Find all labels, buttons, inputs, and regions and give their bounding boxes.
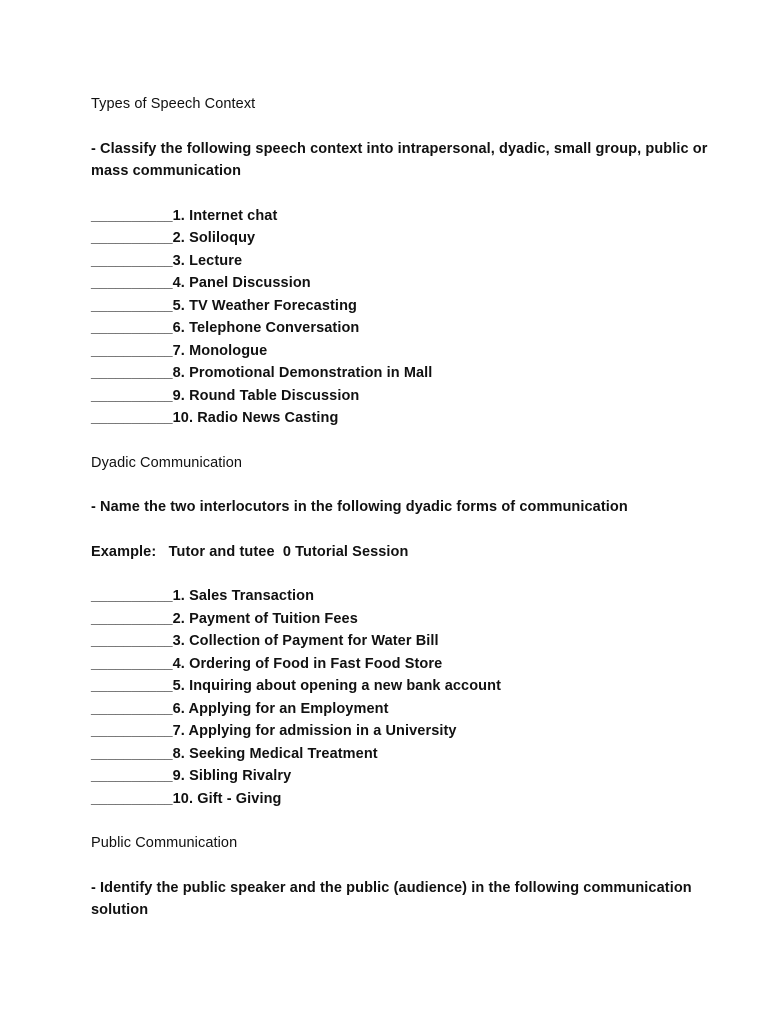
list-item: __________4. Ordering of Food in Fast Food Store <box>91 655 443 672</box>
list-item: __________6. Applying for an Employment <box>91 700 389 717</box>
list-item: __________8. Seeking Medical Treatment <box>91 745 378 762</box>
list-item: __________3. Lecture <box>91 252 243 269</box>
list-item: __________1. Sales Transaction <box>91 588 315 604</box>
example-line: Example: Tutor and tutee 0 Tutorial Session <box>91 543 409 560</box>
list-item: __________10. Radio News Casting <box>91 410 339 426</box>
list-item: __________9. Sibling Rivalry <box>91 768 292 784</box>
list-item: __________4. Panel Discussion <box>91 275 311 291</box>
list-item: __________9. Round Table Discussion <box>91 387 360 404</box>
section-title-dyadic: Dyadic Communication <box>91 454 243 471</box>
document-body <box>91 93 711 922</box>
instruction-classify: - Classify the following speech context into intrapersonal, dyadic, small group, public or mass communication <box>91 140 708 179</box>
list-item: __________10. Gift - Giving <box>91 790 282 807</box>
list-item: __________2. Payment of Tuition Fees <box>91 610 358 627</box>
list-item: __________7. Applying for admission in a University <box>91 723 457 739</box>
list-item: __________5. Inquiring about opening a new bank account <box>91 678 501 694</box>
list-item: __________3. Collection of Payment for Water Bill <box>91 633 439 649</box>
list-item: __________7. Monologue <box>91 342 268 359</box>
list-item: __________1. Internet chat <box>91 207 278 224</box>
list-item: __________8. Promotional Demonstration in Mall <box>91 365 433 381</box>
instruction-name-interlocutors: - Name the two interlocutors in the following dyadic forms of communication <box>91 499 628 515</box>
instruction-identify-speaker: - Identify the public speaker and the public (audience) in the following communication solution <box>91 879 692 918</box>
section-title-public: Public Communication <box>91 835 238 851</box>
list-item: __________6. Telephone Conversation <box>91 320 360 336</box>
section-title-speech-context: Types of Speech Context <box>91 96 256 112</box>
list-item: __________5. TV Weather Forecasting <box>91 297 357 314</box>
list-item: __________2. Soliloquy <box>91 230 256 246</box>
